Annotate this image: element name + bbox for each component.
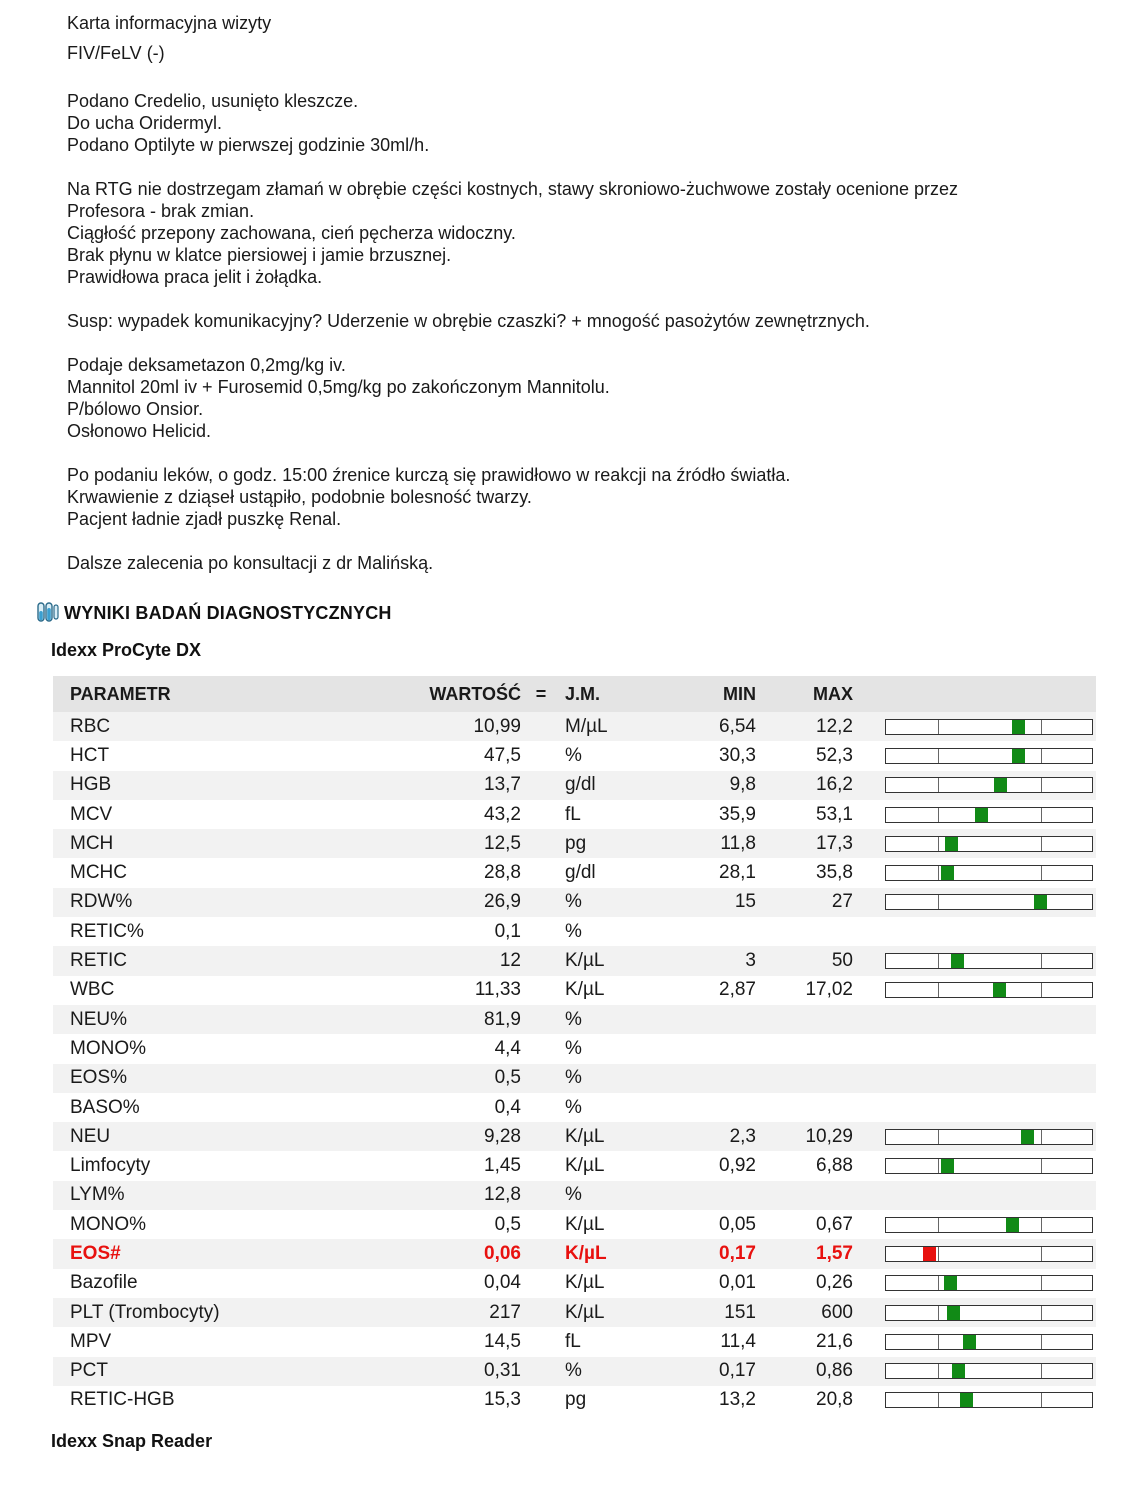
range-bar-tick: [938, 1364, 939, 1378]
eq-cell: [521, 741, 561, 770]
param-cell: NEU: [53, 1122, 303, 1151]
min-cell: 0,01: [719, 1272, 756, 1294]
table-row: [53, 946, 1096, 975]
range-cell: [853, 1005, 1096, 1034]
notes-subtitle: FIV/FeLV (-): [67, 43, 165, 63]
range-bar-marker: [944, 1276, 957, 1290]
param-cell: MONO%: [70, 1037, 146, 1059]
param-cell: HCT: [70, 744, 110, 766]
unit-cell: %: [561, 888, 651, 917]
table-row: [53, 858, 1096, 887]
min-cell: 28,1: [719, 862, 756, 884]
max-cell: 0,26: [816, 1272, 853, 1294]
range-bar-tick: [938, 1335, 939, 1349]
range-cell: [853, 1298, 1096, 1327]
table-row: [53, 1357, 1096, 1386]
device-title-snap-reader: Idexx Snap Reader: [51, 1431, 213, 1451]
table-row: [53, 976, 1096, 1005]
range-bar-tick: [938, 983, 939, 997]
unit-cell: fL: [565, 1330, 581, 1352]
eq-cell: [521, 829, 561, 858]
value-cell: 14,5: [484, 1330, 521, 1352]
range-cell: [853, 888, 1096, 917]
range-cell: [853, 1034, 1096, 1063]
range-bar: [885, 953, 1093, 969]
table-row: [53, 1181, 1096, 1210]
range-bar: [885, 748, 1093, 764]
param-cell: EOS#: [53, 1239, 303, 1268]
eq-cell: [521, 1181, 561, 1210]
range-cell: [853, 771, 1096, 800]
range-bar-tick: [1041, 1364, 1042, 1378]
range-bar-tick: [938, 720, 939, 734]
range-cell: [853, 1064, 1096, 1093]
max-cell: 35,8: [816, 862, 853, 884]
param-cell: Limfocyty: [70, 1155, 151, 1177]
value-cell: 47,5: [484, 744, 521, 766]
range-bar-marker: [947, 1306, 960, 1320]
range-bar-marker: [994, 778, 1007, 792]
max-cell: 10,29: [756, 1122, 853, 1151]
range-bar-tick: [1041, 1247, 1042, 1261]
range-bar-marker: [951, 954, 964, 968]
range-bar: [885, 865, 1093, 881]
min-cell: 0,92: [719, 1155, 756, 1177]
range-cell: [853, 800, 1096, 829]
max-cell: [756, 1005, 853, 1034]
range-bar-tick: [1041, 1276, 1042, 1290]
max-cell: 17,02: [805, 979, 853, 1001]
eq-cell: [521, 800, 561, 829]
range-cell: [853, 917, 1096, 946]
eq-cell: [521, 1357, 561, 1386]
eq-cell: [521, 888, 561, 917]
range-bar-tick: [1041, 1306, 1042, 1320]
range-bar-tick: [1041, 1335, 1042, 1349]
max-cell: 52,3: [816, 744, 853, 766]
value-cell: 12,8: [303, 1181, 521, 1210]
param-cell: RETIC-HGB: [70, 1389, 175, 1411]
eq-cell: [521, 858, 561, 887]
table-row: [53, 1239, 1096, 1268]
range-bar-marker: [1012, 749, 1025, 763]
eq-cell: [521, 771, 561, 800]
range-bar-tick: [1041, 866, 1042, 880]
min-cell: 151: [651, 1298, 756, 1327]
range-bar-marker: [1012, 720, 1025, 734]
eq-cell: [521, 917, 561, 946]
note-line: Podano Credelio, usunięto kleszcze.: [67, 91, 359, 111]
range-bar-marker: [1006, 1218, 1019, 1232]
param-cell: RETIC%: [70, 920, 144, 942]
unit-cell: K/µL: [565, 1272, 605, 1294]
value-cell: 4,4: [494, 1037, 521, 1059]
min-cell: [651, 1064, 756, 1093]
value-cell: 0,31: [303, 1357, 521, 1386]
min-cell: 11,8: [651, 829, 756, 858]
value-cell: 43,2: [484, 803, 521, 825]
range-bar: [885, 1158, 1093, 1174]
table-row: [53, 888, 1096, 917]
max-cell: 1,57: [756, 1239, 853, 1268]
notes-title: Karta informacyjna wizyty: [67, 13, 272, 33]
value-cell: 0,1: [494, 920, 521, 942]
range-bar-tick: [1041, 1218, 1042, 1232]
value-cell: 0,5: [494, 1213, 521, 1235]
param-cell: MCH: [53, 829, 303, 858]
value-cell: 15,3: [484, 1389, 521, 1411]
table-row: [53, 1269, 1096, 1298]
range-bar-marker: [941, 866, 954, 880]
value-cell: 13,7: [303, 771, 521, 800]
table-row: [53, 1386, 1096, 1415]
table-row: [53, 1210, 1096, 1239]
unit-cell: K/µL: [565, 979, 605, 1001]
range-bar: [885, 1217, 1093, 1233]
eq-cell: [521, 1151, 561, 1180]
range-bar-marker: [945, 837, 958, 851]
unit-cell: pg: [561, 829, 651, 858]
unit-cell: K/µL: [561, 946, 651, 975]
max-cell: [756, 1064, 853, 1093]
param-cell: PCT: [53, 1357, 303, 1386]
visit-notes: [67, 8, 1097, 574]
range-cell: [853, 1181, 1096, 1210]
eq-cell: [521, 1327, 561, 1356]
unit-cell: K/µL: [561, 1122, 651, 1151]
max-cell: [756, 1093, 853, 1122]
eq-cell: [521, 1034, 561, 1063]
range-bar: [885, 1363, 1093, 1379]
range-cell: [853, 1239, 1096, 1268]
value-cell: 10,99: [303, 712, 521, 741]
value-cell: 12,5: [303, 829, 521, 858]
range-bar-tick: [938, 837, 939, 851]
max-cell: 17,3: [756, 829, 853, 858]
value-cell: 1,45: [484, 1155, 521, 1177]
range-bar-tick: [1041, 720, 1042, 734]
note-line: Ciągłość przepony zachowana, cień pęcherza widoczny.: [67, 223, 516, 243]
note-line: Mannitol 20ml iv + Furosemid 0,5mg/kg po zakończonym Mannitolu.: [67, 377, 610, 397]
max-cell: 6,88: [816, 1155, 853, 1177]
range-bar: [885, 807, 1093, 823]
value-cell: 0,5: [303, 1064, 521, 1093]
note-line: Po podaniu leków, o godz. 15:00 źrenice kurczą się prawidłowo w reakcji na źródło światła.: [67, 465, 791, 485]
unit-cell: %: [565, 1037, 582, 1059]
unit-cell: pg: [565, 1389, 587, 1411]
min-cell: 35,9: [719, 803, 756, 825]
unit-cell: M/µL: [561, 712, 651, 741]
note-line: Brak płynu w klatce piersiowej i jamie brzusznej.: [67, 245, 452, 265]
value-cell: 81,9: [303, 1005, 521, 1034]
header-param: PARAMETR: [53, 676, 303, 712]
range-bar: [885, 1129, 1093, 1145]
value-cell: 217: [303, 1298, 521, 1327]
range-bar-tick: [938, 895, 939, 909]
eq-cell: [521, 1064, 561, 1093]
range-bar: [885, 836, 1093, 852]
range-cell: [853, 1093, 1096, 1122]
min-cell: 2,3: [651, 1122, 756, 1151]
notes-paragraphs: [67, 68, 1097, 574]
note-line: Podaje deksametazon 0,2mg/kg iv.: [67, 355, 346, 375]
device-title-procyte: Idexx ProCyte DX: [51, 640, 202, 660]
unit-cell: %: [565, 744, 582, 766]
range-bar-tick: [938, 778, 939, 792]
min-cell: 3: [651, 946, 756, 975]
eq-cell: [521, 976, 561, 1005]
note-line: Pacjent ładnie zjadł puszkę Renal.: [67, 509, 342, 529]
unit-cell: K/µL: [565, 1213, 605, 1235]
eq-cell: [521, 1210, 561, 1239]
range-bar-marker: [923, 1247, 936, 1261]
param-cell: PLT (Trombocyty): [53, 1298, 303, 1327]
eq-cell: [521, 1005, 561, 1034]
value-cell: 0,04: [484, 1272, 521, 1294]
range-cell: [853, 829, 1096, 858]
unit-cell: fL: [565, 803, 581, 825]
param-cell: MPV: [70, 1330, 112, 1352]
param-cell: RETIC: [53, 946, 303, 975]
range-bar-tick: [1041, 1130, 1042, 1144]
header-max: MAX: [756, 676, 853, 712]
range-bar-tick: [938, 1393, 939, 1407]
param-cell: Bazofile: [70, 1272, 138, 1294]
range-bar: [885, 1392, 1093, 1408]
range-bar: [885, 1334, 1093, 1350]
min-cell: [651, 1181, 756, 1210]
param-cell: RDW%: [53, 888, 303, 917]
range-cell: [853, 741, 1096, 770]
range-bar-tick: [938, 866, 939, 880]
min-cell: 15: [651, 888, 756, 917]
min-cell: [651, 1093, 756, 1122]
range-cell: [853, 712, 1096, 741]
max-cell: 50: [756, 946, 853, 975]
eq-cell: [521, 1298, 561, 1327]
note-line: Do ucha Oridermyl.: [67, 113, 223, 133]
header-unit: J.M.: [561, 676, 651, 712]
range-bar-tick: [1041, 983, 1042, 997]
note-line: P/bólowo Onsior.: [67, 399, 204, 419]
table-row: [53, 1005, 1096, 1034]
value-cell: 26,9: [303, 888, 521, 917]
note-line: Dalsze zalecenia po konsultacji z dr Malińską.: [67, 553, 434, 573]
range-cell: [853, 1327, 1096, 1356]
range-bar-tick: [938, 1247, 939, 1261]
range-bar-tick: [1041, 954, 1042, 968]
max-cell: 0,67: [816, 1213, 853, 1235]
min-cell: 9,8: [651, 771, 756, 800]
unit-cell: g/dl: [561, 771, 651, 800]
table-row: [53, 1151, 1096, 1180]
range-bar: [885, 777, 1093, 793]
test-tubes-icon: [36, 602, 60, 624]
range-cell: [853, 976, 1096, 1005]
min-cell: 2,87: [719, 979, 756, 1001]
range-bar-tick: [938, 1130, 939, 1144]
table-row: [53, 741, 1096, 770]
param-cell: MCV: [70, 803, 113, 825]
range-bar-tick: [938, 1159, 939, 1173]
section-title: WYNIKI BADAŃ DIAGNOSTYCZNYCH: [64, 602, 392, 623]
section-header: [36, 600, 392, 626]
range-bar-tick: [1041, 1159, 1042, 1173]
eq-cell: [521, 946, 561, 975]
unit-cell: g/dl: [565, 862, 596, 884]
param-cell: MCHC: [70, 862, 127, 884]
unit-cell: %: [561, 1005, 651, 1034]
note-line: Podano Optilyte w pierwszej godzinie 30ml/h.: [67, 135, 430, 155]
max-cell: 600: [756, 1298, 853, 1327]
range-bar: [885, 1305, 1093, 1321]
note-line: Susp: wypadek komunikacyjny? Uderzenie w obrębie czaszki? + mnogość pasożytów zewnętrznych.: [67, 311, 870, 331]
range-bar: [885, 719, 1093, 735]
range-cell: [853, 1269, 1096, 1298]
param-cell: WBC: [70, 979, 115, 1001]
unit-cell: %: [561, 1181, 651, 1210]
max-cell: 12,2: [756, 712, 853, 741]
max-cell: [756, 1034, 853, 1063]
unit-cell: K/µL: [561, 1298, 651, 1327]
range-bar-marker: [952, 1364, 965, 1378]
header-value: WARTOŚĆ: [303, 676, 521, 712]
eq-cell: [521, 1269, 561, 1298]
table-row: [53, 1122, 1096, 1151]
range-bar: [885, 982, 1093, 998]
max-cell: 16,2: [756, 771, 853, 800]
range-bar-tick: [938, 954, 939, 968]
range-bar-tick: [938, 1218, 939, 1232]
param-cell: MONO%: [70, 1213, 146, 1235]
unit-cell: K/µL: [561, 1239, 651, 1268]
value-cell: 28,8: [484, 862, 521, 884]
min-cell: 13,2: [719, 1389, 756, 1411]
param-cell: NEU%: [53, 1005, 303, 1034]
max-cell: 27: [756, 888, 853, 917]
table-row: [53, 771, 1096, 800]
min-cell: [651, 1034, 756, 1063]
table-row: [53, 917, 1096, 946]
range-bar-tick: [938, 749, 939, 763]
unit-cell: %: [565, 920, 582, 942]
value-cell: 12: [303, 946, 521, 975]
table-row: [53, 1064, 1096, 1093]
unit-cell: %: [561, 1064, 651, 1093]
range-bar-marker: [1021, 1130, 1034, 1144]
value-cell: 0,4: [494, 1096, 521, 1118]
eq-cell: [521, 1093, 561, 1122]
results-table: [53, 676, 1096, 1415]
range-bar-marker: [963, 1335, 976, 1349]
range-bar-tick: [1041, 749, 1042, 763]
table-row: [53, 1298, 1096, 1327]
value-cell: 0,06: [303, 1239, 521, 1268]
value-cell: 11,33: [474, 979, 521, 1001]
note-line: Osłonowo Helicid.: [67, 421, 212, 441]
unit-cell: K/µL: [565, 1155, 605, 1177]
range-cell: [853, 1122, 1096, 1151]
range-bar-marker: [975, 808, 988, 822]
eq-cell: [521, 712, 561, 741]
range-bar-tick: [938, 808, 939, 822]
range-bar-tick: [938, 1306, 939, 1320]
range-bar-tick: [1041, 837, 1042, 851]
max-cell: 53,1: [816, 803, 853, 825]
table-row: [53, 829, 1096, 858]
table-row: [53, 712, 1096, 741]
unit-cell: %: [561, 1357, 651, 1386]
min-cell: [651, 1005, 756, 1034]
range-bar-tick: [1041, 778, 1042, 792]
range-bar-tick: [1041, 808, 1042, 822]
max-cell: [756, 917, 853, 946]
results-body: [53, 712, 1096, 1415]
range-bar-tick: [1041, 1393, 1042, 1407]
eq-cell: [521, 1122, 561, 1151]
eq-cell: [521, 1386, 561, 1415]
range-cell: [853, 1151, 1096, 1180]
unit-cell: %: [565, 1096, 582, 1118]
range-bar-marker: [960, 1393, 973, 1407]
max-cell: 21,6: [816, 1330, 853, 1352]
table-row: [53, 1034, 1096, 1063]
max-cell: [756, 1181, 853, 1210]
param-cell: HGB: [53, 771, 303, 800]
min-cell: [651, 917, 756, 946]
table-header-row: [53, 676, 1096, 712]
range-cell: [853, 946, 1096, 975]
param-cell: RBC: [53, 712, 303, 741]
note-line: Prawidłowa praca jelit i żołądka.: [67, 267, 323, 287]
note-line: Krwawienie z dziąseł ustąpiło, podobnie bolesność twarzy.: [67, 487, 532, 507]
min-cell: 6,54: [651, 712, 756, 741]
max-cell: 0,86: [756, 1357, 853, 1386]
header-min: MIN: [651, 676, 756, 712]
range-bar-marker: [1034, 895, 1047, 909]
header-eq: =: [521, 676, 561, 712]
min-cell: 0,17: [651, 1357, 756, 1386]
range-cell: [853, 858, 1096, 887]
eq-cell: [521, 1239, 561, 1268]
note-line: Na RTG nie dostrzegam złamań w obrębie części kostnych, stawy skroniowo-żuchwowe zostały ocenione przez: [67, 179, 959, 199]
range-cell: [853, 1386, 1096, 1415]
range-bar: [885, 894, 1093, 910]
min-cell: 11,4: [720, 1330, 756, 1352]
max-cell: 20,8: [816, 1389, 853, 1411]
param-cell: LYM%: [53, 1181, 303, 1210]
range-bar-marker: [941, 1159, 954, 1173]
range-bar-marker: [993, 983, 1006, 997]
min-cell: 0,05: [719, 1213, 756, 1235]
range-bar: [885, 1275, 1093, 1291]
min-cell: 30,3: [719, 744, 756, 766]
value-cell: 9,28: [303, 1122, 521, 1151]
range-bar: [885, 1246, 1093, 1262]
range-bar-tick: [938, 1276, 939, 1290]
table-row: [53, 1093, 1096, 1122]
range-cell: [853, 1210, 1096, 1239]
table-row: [53, 1327, 1096, 1356]
note-line: Profesora - brak zmian.: [67, 201, 255, 221]
header-range: [853, 676, 1096, 712]
min-cell: 0,17: [651, 1239, 756, 1268]
range-cell: [853, 1357, 1096, 1386]
param-cell: BASO%: [70, 1096, 140, 1118]
param-cell: EOS%: [53, 1064, 303, 1093]
table-row: [53, 800, 1096, 829]
